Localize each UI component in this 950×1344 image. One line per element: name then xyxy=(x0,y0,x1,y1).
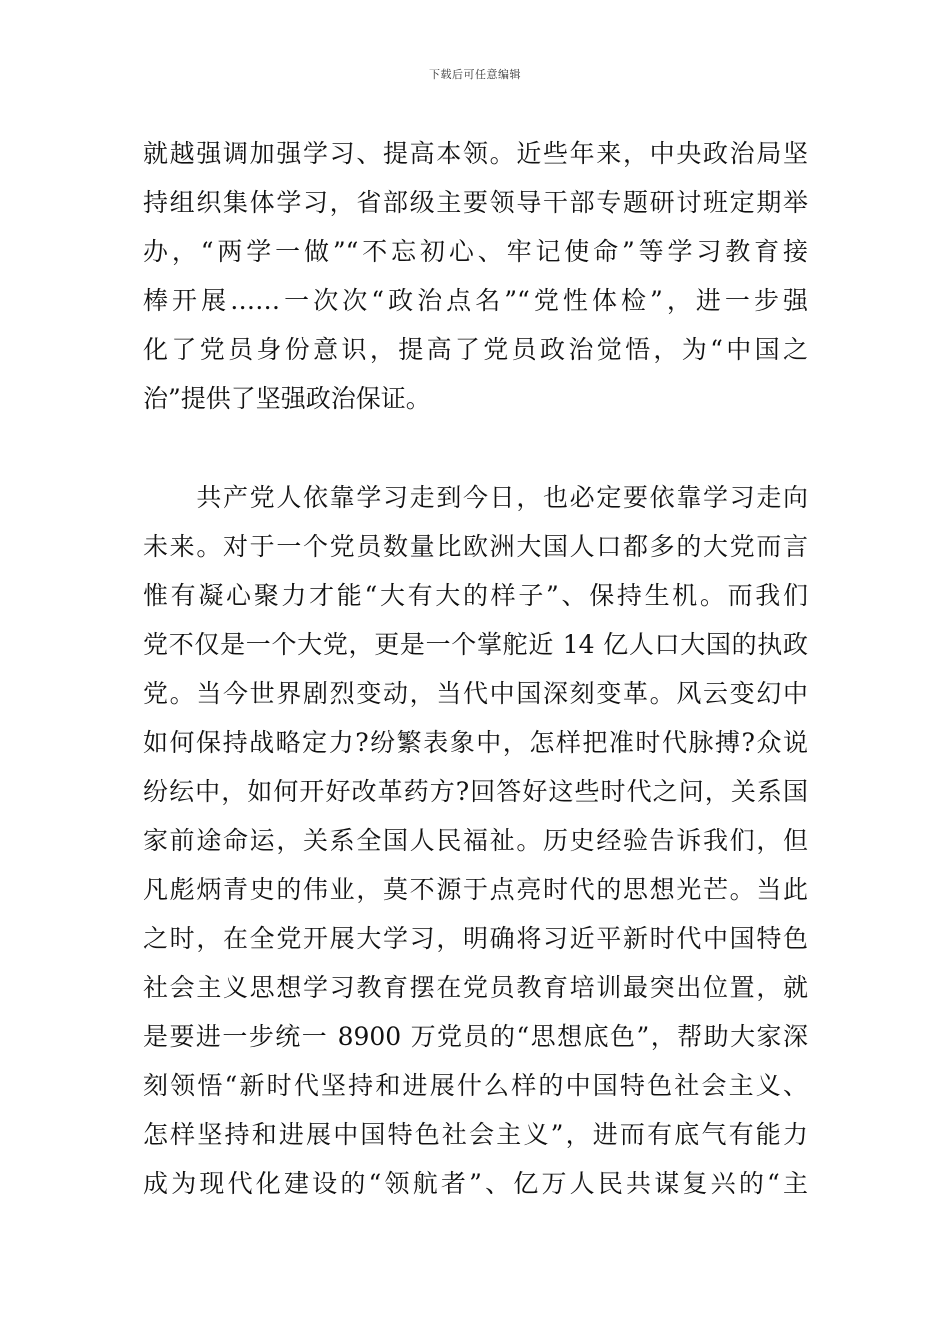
text-line: 党。当今世界剧烈变动，当代中国深刻变革。风云变幻中 xyxy=(143,679,808,708)
paragraph-2 xyxy=(143,473,808,1208)
text-line: 惟有凝心聚力才能“大有大的样子”、保持生机。而我们 xyxy=(143,581,808,610)
text-line: 怎样坚持和进展中国特色社会主义”，进而有底气有能力 xyxy=(143,1120,808,1149)
text-line: 未来。对于一个党员数量比欧洲大国人口都多的大党而言 xyxy=(143,532,808,561)
text-line: 刻领悟“新时代坚持和进展什么样的中国特色社会主义、 xyxy=(143,1071,808,1100)
text-line: 办，“两学一做”“不忘初心、牢记使命”等学习教育接 xyxy=(143,237,808,266)
text-line: 纷纭中，如何开好改革药方?回答好这些时代之问，关系国 xyxy=(143,777,808,806)
text-line: 是要进一步统一 8900 万党员的“思想底色”，帮助大家深 xyxy=(143,1022,808,1051)
paragraph-1 xyxy=(143,129,808,423)
text-line: 凡彪炳青史的伟业，莫不源于点亮时代的思想光芒。当此 xyxy=(143,875,808,904)
text-line: 持组织集体学习，省部级主要领导干部专题研讨班定期举 xyxy=(143,188,808,217)
text-line: 成为现代化建设的“领航者”、亿万人民共谋复兴的“主 xyxy=(143,1169,808,1198)
text-line: 棒开展……一次次“政治点名”“党性体检”，进一步强 xyxy=(143,286,808,315)
text-line: 之时，在全党开展大学习，明确将习近平新时代中国特色 xyxy=(143,924,808,953)
text-line: 治”提供了坚强政治保证。 xyxy=(143,384,431,413)
page-header: 下载后可任意编辑 xyxy=(429,68,521,81)
text-line: 化了党员身份意识，提高了党员政治觉悟，为“中国之 xyxy=(143,335,808,364)
text-line: 党不仅是一个大党，更是一个掌舵近 14 亿人口大国的执政 xyxy=(143,630,808,659)
text-line: 就越强调加强学习、提高本领。近些年来，中央政治局坚 xyxy=(143,139,808,168)
text-line: 家前途命运，关系全国人民福祉。历史经验告诉我们，但 xyxy=(143,826,808,855)
text-line: 共产党人依靠学习走到今日，也必定要依靠学习走向 xyxy=(143,483,808,512)
text-line: 社会主义思想学习教育摆在党员教育培训最突出位置，就 xyxy=(143,973,808,1002)
text-line: 如何保持战略定力?纷繁表象中，怎样把准时代脉搏?众说 xyxy=(143,728,808,757)
